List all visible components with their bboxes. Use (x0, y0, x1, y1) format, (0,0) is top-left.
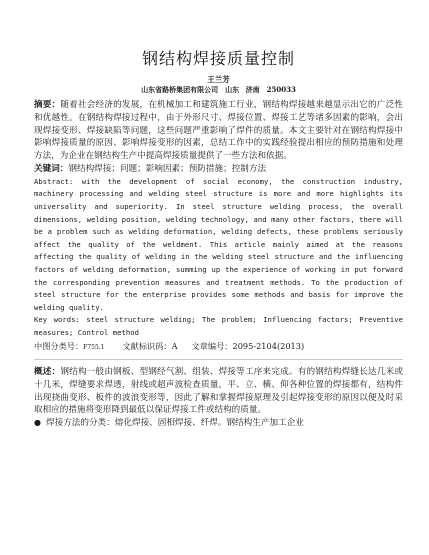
abstract-en: Abstract: with the development of social economy, the construction industry, machinery processing and welding steel structure is more and more highlights its universality and superiority. In steel structure welding process, the overall dimensions, welding position, welding technology, and many other factors, there will be a problem such as welding deformation, welding defects, these problems seriously affect the quality of the weldment. This article mainly aimed at the reasons affecting the quality of welding in the welding steel structure and the influencing factors of welding deformation, summing up the experience of working in put forward the corresponding prevention measures and treatment methods. To the production of steel structure for the enterprise provides some methods and basis for improve the welding quality. (34, 176, 403, 312)
keywords-cn-label: 关键词： (34, 163, 69, 174)
clc-value: F755.1 (83, 343, 105, 351)
abstract-cn-label: 摘要： (34, 100, 61, 110)
bullet-item (34, 417, 403, 430)
abstract-cn (34, 99, 403, 163)
author-affiliation: 山东省路桥集团有限公司 山东 济南 250033 (141, 85, 296, 94)
bullet-dot-icon: ● (34, 418, 41, 428)
overview-paragraph (34, 366, 403, 417)
author-name: 王兰芳 (207, 75, 230, 84)
overview-text: 钢结构一般由钢板、型钢经气割、组装、焊接等工序来完成。有的钢结构焊缝长达几米或十几米，焊缝要求焊透，射线或超声波检查质量，平、立、横、仰各种位置的焊接都有，结构件出现挠曲变形、板件的波浪变形等，因此了解和掌握焊接原理及引起焊接变形的原因以便及时采取相应的措施将变形降到最低以保证焊接工件或结构的质量。 (34, 367, 403, 416)
article-no-label: 文章编号： (191, 340, 233, 351)
doc-code-value: A (171, 340, 178, 351)
classification-line (34, 340, 403, 355)
overview-label: 概述： (34, 367, 61, 378)
section-divider (34, 359, 403, 360)
article-no-value: 2095-2104(2013) (232, 340, 305, 351)
doc-code-label: 文献标识码： (122, 340, 172, 351)
abstract-cn-text: 随着社会经济的发展，在机械加工和建筑施工行业，钢结构焊接越来越显示出它的广泛性和优越性。在钢结构焊接过程中，由于外形尺寸、焊接位置、焊接工艺等诸多因素的影响，会出现焊接变形、焊接缺陷等问题，这些问题严重影响了焊件的质量。本文主要针对在钢结构焊接中影响焊接质量的原因、影响焊接变形的因素，总结工作中的实践经验提出相应的预防措施和处理方法，为企业在钢结构生产中提高焊接质量提供了一些方法和依据。 (34, 100, 403, 162)
keywords-en: Key words: steel structure welding; The problem; Influencing factors; Preventive measures; Control method (34, 315, 403, 337)
bullet-item-text: 焊接方法的分类：熔化焊接、固相焊接、纤焊。钢结构生产加工企业 (46, 418, 304, 429)
keywords-cn (34, 163, 403, 176)
clc-label: 中图分类号： (34, 340, 84, 351)
paper-title: 钢结构焊接质量控制 (141, 49, 295, 68)
keywords-cn-text: 钢结构焊接；问题；影响因素；预防措施；控制方法 (68, 163, 267, 174)
